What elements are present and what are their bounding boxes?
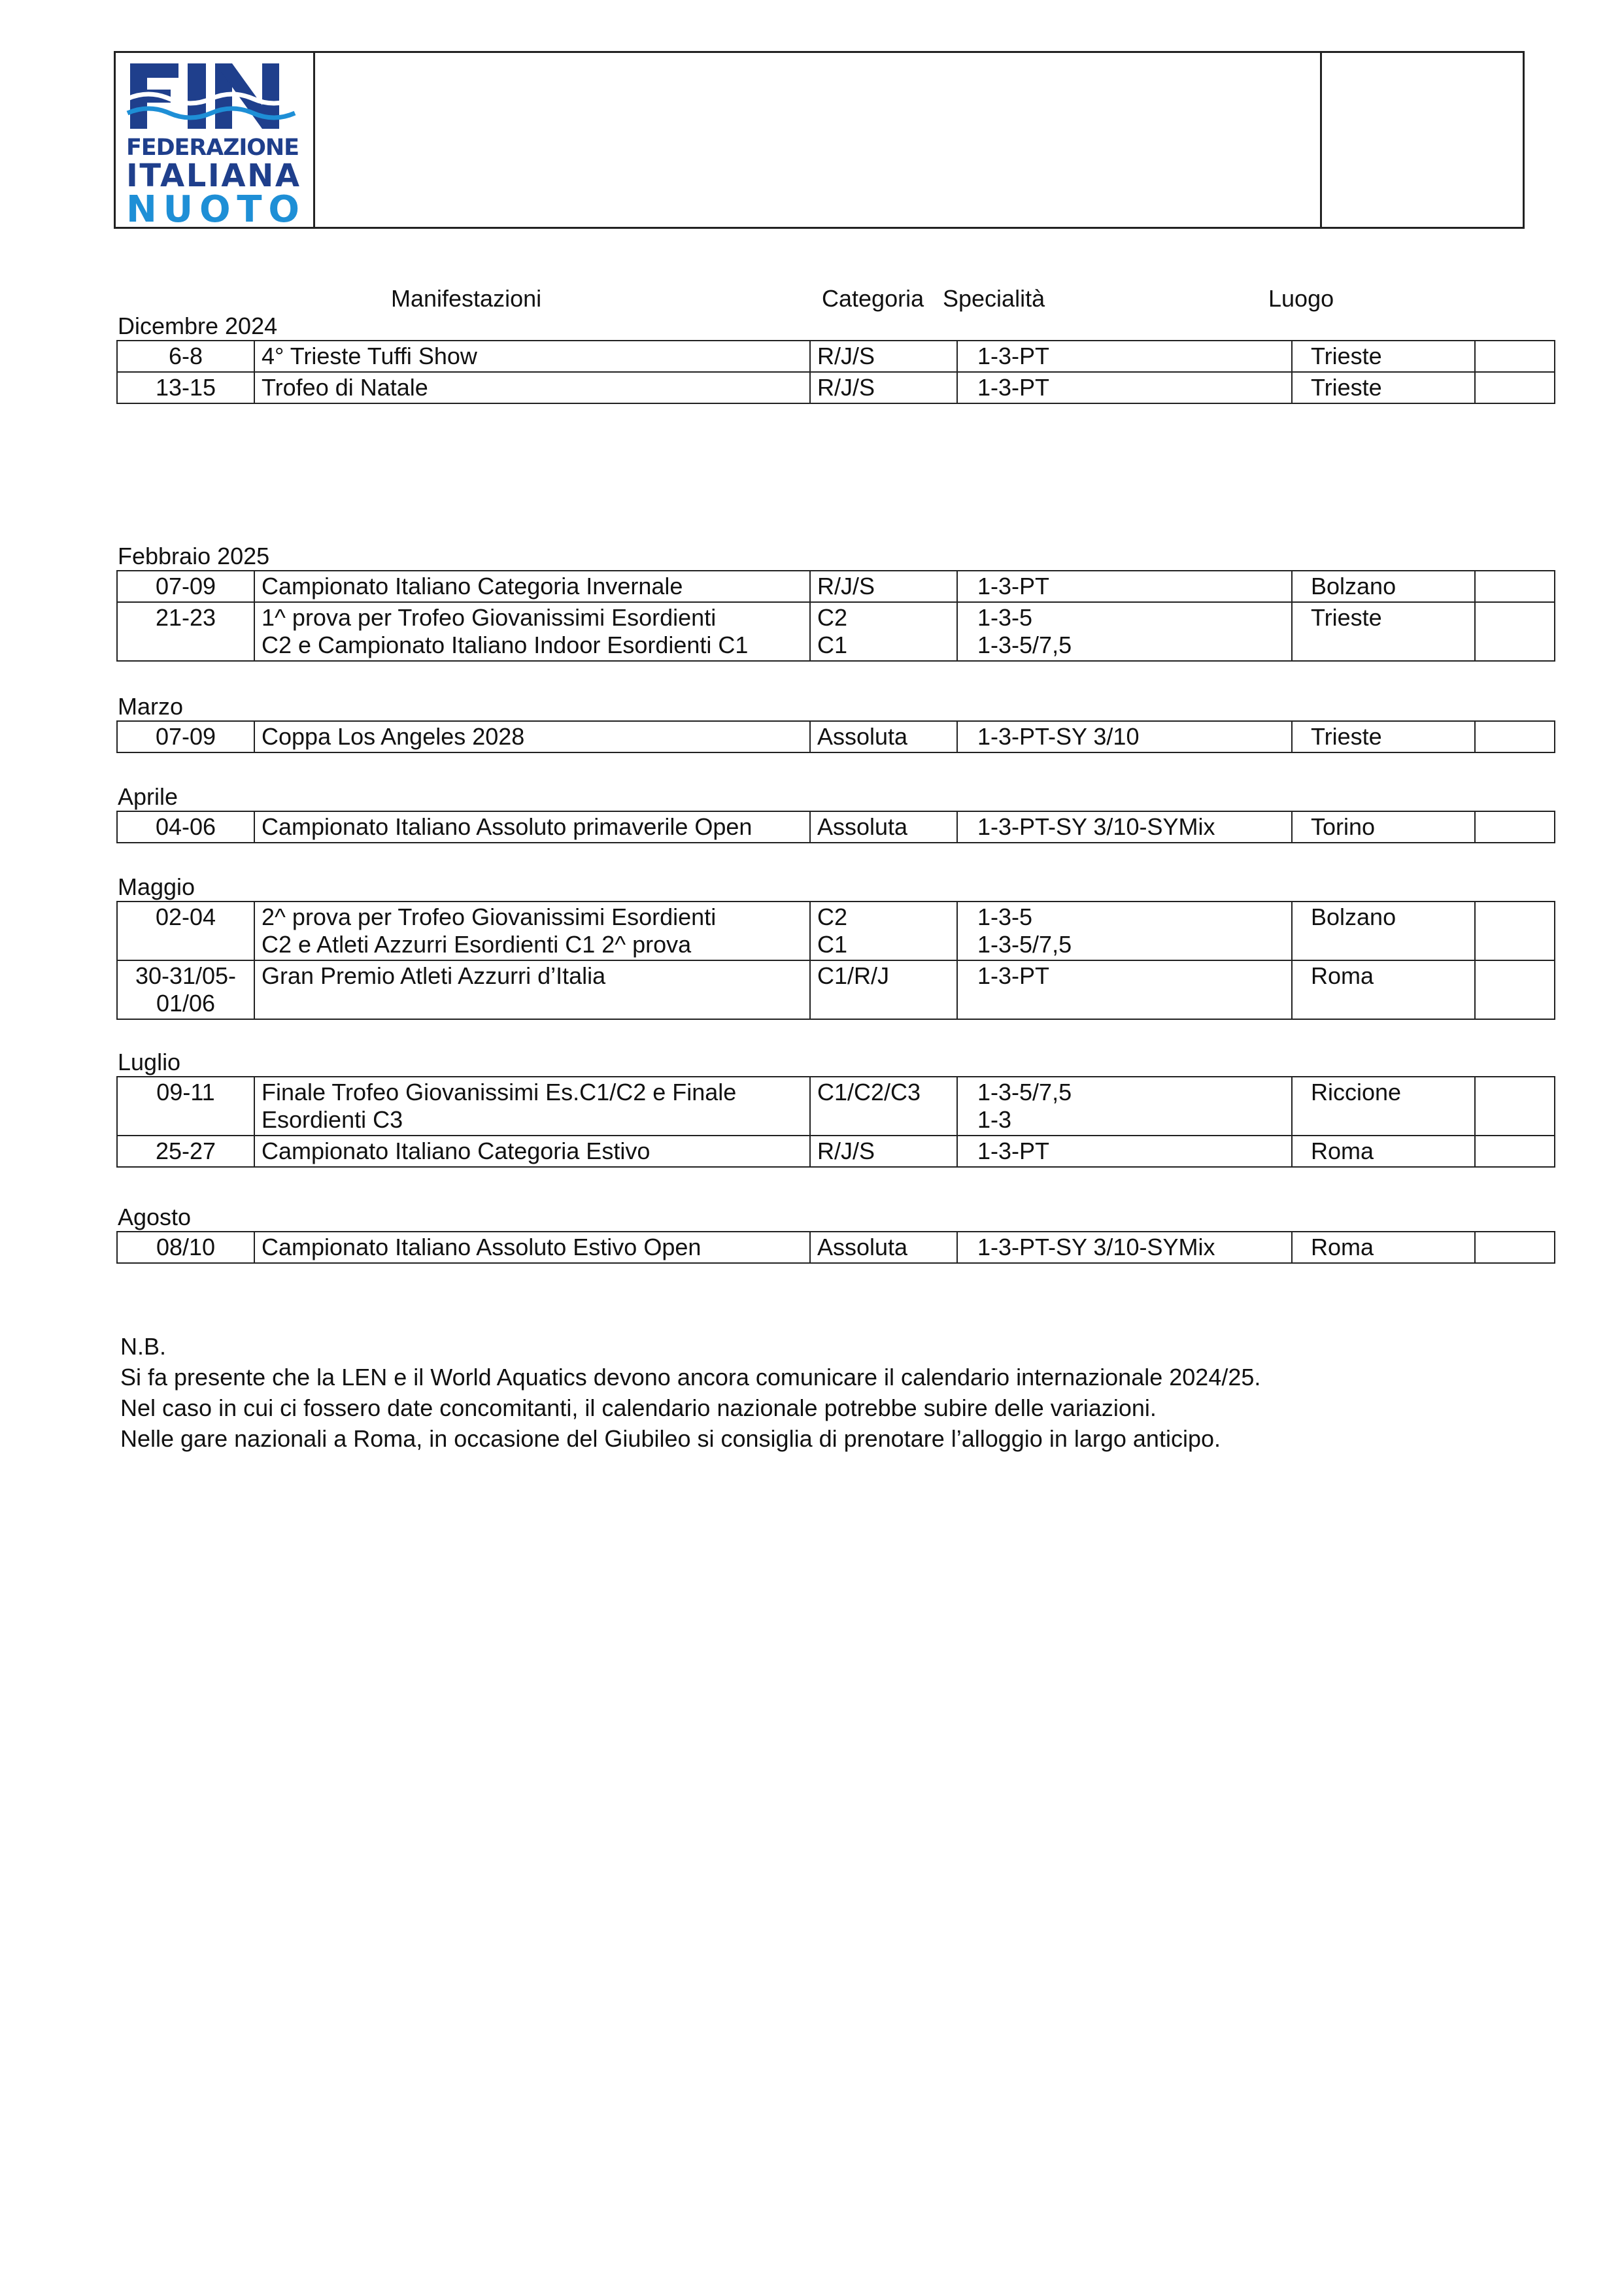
event-name: Campionato Italiano Assoluto primaverile Open: [254, 811, 810, 843]
event-specialty: 1-3-PT: [957, 960, 1292, 1019]
empty-cell: [1475, 372, 1555, 403]
table-row: [117, 1077, 1555, 1136]
empty-cell: [1475, 721, 1555, 752]
event-place: Roma: [1292, 960, 1475, 1019]
table-row: [117, 811, 1555, 843]
event-name: Campionato Italiano Assoluto Estivo Open: [254, 1232, 810, 1263]
event-specialty: 1-3-PT-SY 3/10-SYMix: [957, 811, 1292, 843]
notes-title: N.B.: [120, 1333, 167, 1360]
table-row: [117, 960, 1555, 1019]
table-row: [117, 372, 1555, 403]
event-name: 1^ prova per Trofeo Giovanissimi Esordienti C2 e Campionato Italiano Indoor Esordienti C1: [254, 602, 810, 661]
empty-cell: [1475, 571, 1555, 602]
event-category: Assoluta: [810, 811, 957, 843]
note-line: Nel caso in cui ci fossero date concomitanti, il calendario nazionale potrebbe subire delle variazioni.: [120, 1394, 1157, 1421]
table-row: [117, 721, 1555, 752]
event-place: Trieste: [1292, 372, 1475, 403]
table-row: [117, 1136, 1555, 1167]
month-heading: Maggio: [118, 873, 195, 900]
event-specialty: 1-3-PT-SY 3/10: [957, 721, 1292, 752]
event-place: Bolzano: [1292, 571, 1475, 602]
logo-line3: NUOTO: [126, 188, 299, 226]
event-category: R/J/S: [810, 341, 957, 372]
empty-cell: [1475, 1077, 1555, 1136]
event-date: 30-31/05- 01/06: [117, 960, 254, 1019]
logo-line2: ITALIANA: [126, 158, 299, 194]
event-category: C2 C1: [810, 602, 957, 661]
logo-cell: [116, 53, 315, 227]
event-date: 09-11: [117, 1077, 254, 1136]
event-name: Trofeo di Natale: [254, 372, 810, 403]
calendar-table: [116, 811, 1555, 843]
col-head-luogo: Luogo: [1268, 285, 1334, 312]
event-specialty: 1-3-5 1-3-5/7,5: [957, 902, 1292, 960]
event-date: 07-09: [117, 571, 254, 602]
event-specialty: 1-3-PT: [957, 571, 1292, 602]
month-heading: Febbraio 2025: [118, 543, 270, 569]
event-date: 08/10: [117, 1232, 254, 1263]
calendar-table: [116, 570, 1555, 662]
note-line: Nelle gare nazionali a Roma, in occasione del Giubileo si consiglia di prenotare l’alloggio in largo anticipo.: [120, 1425, 1221, 1452]
table-row: [117, 571, 1555, 602]
event-place: Roma: [1292, 1136, 1475, 1167]
event-name: Campionato Italiano Categoria Estivo: [254, 1136, 810, 1167]
month-heading: Agosto: [118, 1204, 192, 1230]
note-line: Si fa presente che la LEN e il World Aquatics devono ancora comunicare il calendario internazionale 2024/25.: [120, 1364, 1261, 1391]
empty-cell: [1475, 602, 1555, 661]
calendar-table: [116, 1231, 1555, 1264]
event-specialty: 1-3-PT: [957, 341, 1292, 372]
event-name: Finale Trofeo Giovanissimi Es.C1/C2 e Finale Esordienti C3: [254, 1077, 810, 1136]
empty-cell: [1475, 1232, 1555, 1263]
event-category: R/J/S: [810, 372, 957, 403]
col-head-specialita: Specialità: [943, 285, 1045, 312]
month-heading: Luglio: [118, 1049, 181, 1075]
event-specialty: 1-3-5 1-3-5/7,5: [957, 602, 1292, 661]
col-head-categoria: Categoria: [822, 285, 924, 312]
event-place: Roma: [1292, 1232, 1475, 1263]
event-date: 6-8: [117, 341, 254, 372]
table-row: [117, 902, 1555, 960]
notes-block: [120, 1331, 1260, 1454]
calendar-table: [116, 1076, 1555, 1168]
col-head-manifestazioni: Manifestazioni: [391, 285, 542, 312]
month-heading: Aprile: [118, 783, 178, 810]
event-category: R/J/S: [810, 571, 957, 602]
event-category: Assoluta: [810, 721, 957, 752]
header-right-cell: [1320, 53, 1523, 227]
event-date: 04-06: [117, 811, 254, 843]
event-name: Coppa Los Angeles 2028: [254, 721, 810, 752]
event-name: Campionato Italiano Categoria Invernale: [254, 571, 810, 602]
event-date: 02-04: [117, 902, 254, 960]
event-specialty: 1-3-PT: [957, 372, 1292, 403]
calendar-table: [116, 901, 1555, 1020]
event-specialty: 1-3-PT: [957, 1136, 1292, 1167]
event-place: Trieste: [1292, 341, 1475, 372]
header-box: [114, 51, 1525, 229]
event-place: Torino: [1292, 811, 1475, 843]
event-date: 07-09: [117, 721, 254, 752]
table-row: [117, 602, 1555, 661]
empty-cell: [1475, 902, 1555, 960]
event-category: R/J/S: [810, 1136, 957, 1167]
event-name: 4° Trieste Tuffi Show: [254, 341, 810, 372]
event-category: C2 C1: [810, 902, 957, 960]
table-row: [117, 341, 1555, 372]
empty-cell: [1475, 960, 1555, 1019]
event-category: C1/C2/C3: [810, 1077, 957, 1136]
event-place: Bolzano: [1292, 902, 1475, 960]
event-place: Trieste: [1292, 721, 1475, 752]
event-place: Trieste: [1292, 602, 1475, 661]
event-date: 21-23: [117, 602, 254, 661]
month-heading: Dicembre 2024: [118, 312, 278, 339]
table-row: [117, 1232, 1555, 1263]
event-specialty: 1-3-PT-SY 3/10-SYMix: [957, 1232, 1292, 1263]
event-category: Assoluta: [810, 1232, 957, 1263]
calendar-table: [116, 720, 1555, 753]
event-date: 13-15: [117, 372, 254, 403]
logo-line1: FEDERAZIONE: [126, 135, 299, 161]
empty-cell: [1475, 341, 1555, 372]
event-specialty: 1-3-5/7,5 1-3: [957, 1077, 1292, 1136]
fin-logo: [122, 58, 309, 226]
event-name: 2^ prova per Trofeo Giovanissimi Esordienti C2 e Atleti Azzurri Esordienti C1 2^ prova: [254, 902, 810, 960]
event-date: 25-27: [117, 1136, 254, 1167]
calendar-table: [116, 340, 1555, 404]
empty-cell: [1475, 811, 1555, 843]
empty-cell: [1475, 1136, 1555, 1167]
event-place: Riccione: [1292, 1077, 1475, 1136]
month-heading: Marzo: [118, 693, 184, 720]
event-category: C1/R/J: [810, 960, 957, 1019]
event-name: Gran Premio Atleti Azzurri d’Italia: [254, 960, 810, 1019]
